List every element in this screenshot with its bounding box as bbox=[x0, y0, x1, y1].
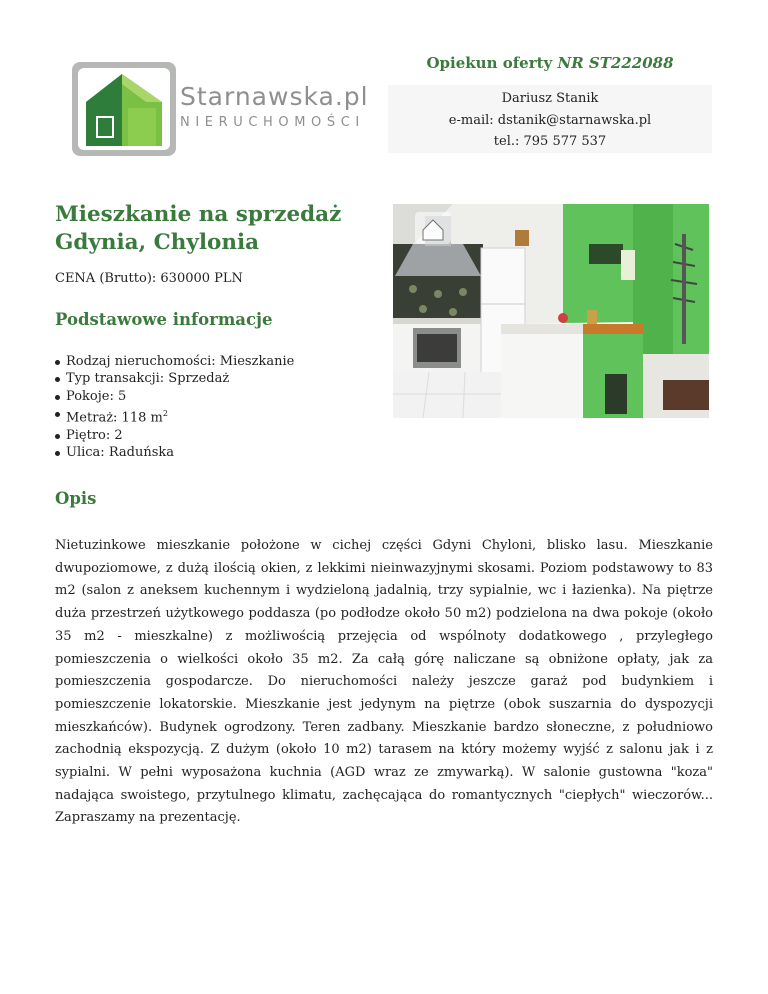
agent-name: Dariusz Stanik bbox=[501, 91, 599, 106]
title-line-1: Mieszkanie na sprzedaż bbox=[55, 202, 342, 227]
agent-title bbox=[388, 54, 712, 72]
list-item: Pokoje: 5 bbox=[55, 388, 294, 405]
basic-info-heading: Podstawowe informacje bbox=[55, 310, 273, 329]
description-text: Nietuzinkowe mieszkanie położone w cichej części Gdyni Chyloni, blisko lasu. Mieszkanie dwupoziomowe, z dużą ilością okien, z lekkimi nieinwazyjnymi skosami. Poziom podstawowy to 83 m2 (salon z aneksem kuchennym i wydzieloną jadalnią, trzy sypialnie, wc i łazienka). Na piętrze duża przestrzeń użytkowego poddasza (po podłodze około 50 m2) podzielona na dwa pokoje (około 35 m2 - mieszkalne) z możliwością przejęcia od wspólnoty dodatkowego , przyległego pomieszczenia o wielkości około 35 m2. Za całą górę naliczane są obniżone opłaty, jak za pomieszczenia gospodarcze. Do nieruchomości należy jeszcze garaż pod budynkiem i pomieszczenie lokatorskie. Mieszkanie jest jedynym na piętrze (obok suszarnia do dyspozycji mieszkańców). Budynek ogrodzony. Teren zadbany. Mieszkanie bardzo słoneczne, z południowo zachodnią ekspozycją. Z dużym (około 10 m2) tarasem na który możemy wyjść z salonu jak i z sypialni. W pełni wyposażona kuchnia (AGD wraz ze zmywarką). W salonie gustowna "koza" nadająca swoistego, przytulnego klimatu, zachęcająca do romantycznych "ciepłych" wieczorów... Zapraszamy na prezentację. bbox=[55, 538, 713, 826]
list-item: Ulica: Raduńska bbox=[55, 444, 294, 461]
agent-phone[interactable]: tel.: 795 577 537 bbox=[493, 134, 607, 149]
list-item: Metraż: 118 $m^2$ bbox=[55, 405, 294, 427]
logo-name: Starnawska.pl bbox=[180, 82, 369, 111]
agent-contact-box bbox=[388, 85, 712, 153]
logo-house-icon bbox=[72, 62, 176, 156]
area-superscript: 2 bbox=[162, 408, 168, 418]
list-item: Rodzaj nieruchomości: Mieszkanie bbox=[55, 353, 294, 370]
description-heading: Opis bbox=[55, 489, 97, 508]
company-logo bbox=[72, 62, 369, 158]
listing-photo bbox=[393, 204, 709, 418]
agent-email[interactable]: e-mail: dstanik@starnawska.pl bbox=[448, 112, 652, 128]
list-item: Piętro: 2 bbox=[55, 427, 294, 444]
list-item: Typ transakcji: Sprzedaż bbox=[55, 370, 294, 387]
title-line-2: Gdynia, Chylonia bbox=[55, 230, 260, 255]
price: CENA (Brutto): 630000 PLN bbox=[55, 271, 243, 286]
page-title bbox=[55, 201, 385, 257]
offer-number: NR ST222088 bbox=[557, 54, 674, 72]
basic-info-list bbox=[55, 353, 294, 461]
logo-subtitle: NIERUCHOMOŚCI bbox=[180, 115, 365, 130]
agent-title-prefix: Opiekun oferty bbox=[426, 54, 553, 72]
